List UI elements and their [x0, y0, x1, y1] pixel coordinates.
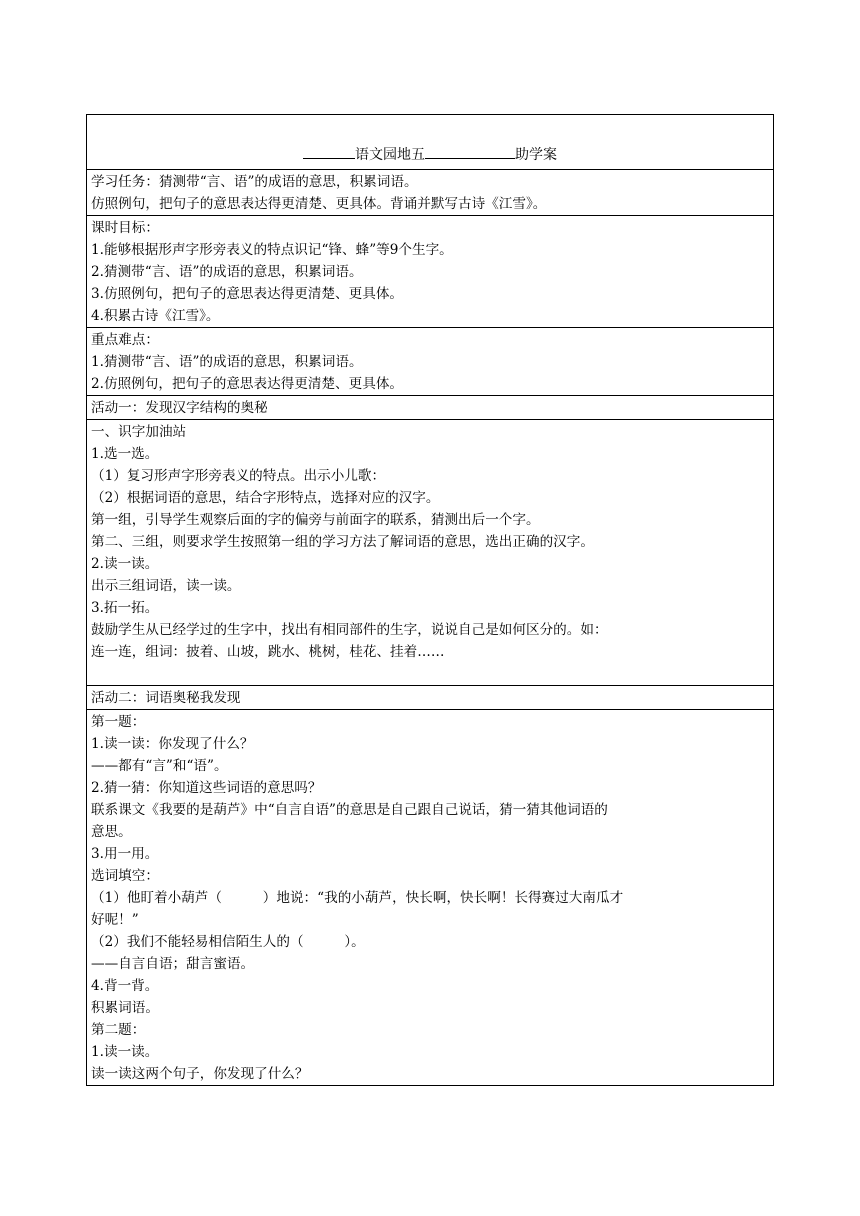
activity1-content	[87, 419, 773, 685]
activity2-line: 第一题：	[91, 714, 146, 730]
activity2-line: 积累词语。	[91, 1000, 159, 1016]
activity2-line: 意思。	[91, 824, 132, 840]
key-points-heading: 重点难点：	[91, 332, 159, 348]
activity2-line: 好呢！”	[91, 912, 139, 928]
activity1-line: 3.拓一拓。	[91, 600, 159, 616]
activity2-line: ——自言自语；甜言蜜语。	[91, 956, 255, 972]
activity1-heading: 活动一：发现汉字结构的奥秘	[91, 400, 268, 416]
activity2-line: 2.猜一猜：你知道这些词语的意思吗？	[91, 780, 322, 796]
title-suffix: 助学案	[515, 147, 557, 163]
goals-heading: 课时目标：	[91, 220, 159, 236]
activity2-line: ——都有“言”和“语”。	[91, 758, 228, 774]
activity2-line: 第二题：	[91, 1022, 146, 1038]
activity1-line: 第一组，引导学生观察后面的字的偏旁与前面字的联系，猜测出后一个字。	[91, 512, 540, 528]
lesson-goals-section	[87, 215, 773, 327]
activity2-line: 3.用一用。	[91, 846, 159, 862]
title-row	[87, 115, 773, 169]
activity1-heading-row	[87, 395, 773, 419]
activity1-line: 鼓励学生从已经学过的生字中，找出有相同部件的生字，说说自己是如何区分的。如：	[91, 622, 608, 638]
page-title	[87, 142, 773, 164]
activity2-heading: 活动二：词语奥秘我发现	[91, 690, 241, 706]
task-line: 仿照例句，把句子的意思表达得更清楚、更具体。背诵并默写古诗《江雪》。	[91, 196, 547, 212]
goal-line: 1.能够根据形声字形旁表义的特点识记“锋、蜂”等9个生字。	[91, 242, 453, 258]
goal-line: 4.积累古诗《江雪》。	[91, 308, 220, 324]
title-main: 语文园地五	[355, 147, 425, 163]
activity1-line: （1）复习形声字形旁表义的特点。出示小儿歌：	[91, 468, 386, 484]
activity2-line: （1）他盯着小葫芦（ ）地说：“我的小葫芦，快长啊，快长啊！长得赛过大南瓜才	[91, 890, 624, 906]
activity1-line: 出示三组词语，读一读。	[91, 578, 241, 594]
activity2-line: 1.读一读。	[91, 1044, 159, 1060]
activity2-line: 读一读这两个句子，你发现了什么？	[91, 1066, 309, 1082]
activity2-line: 联系课文《我要的是葫芦》中“自言自语”的意思是自己跟自己说话，猜一猜其他词语的	[91, 802, 608, 818]
activity1-line: 一、识字加油站	[91, 424, 187, 440]
blank-space	[91, 663, 769, 685]
activity1-line: 1.选一选。	[91, 446, 159, 462]
activity2-line: 选词填空：	[91, 868, 159, 884]
key-points-section	[87, 327, 773, 395]
activity2-heading-row	[87, 685, 773, 709]
key-point-line: 2.仿照例句，把句子的意思表达得更清楚、更具体。	[91, 376, 404, 392]
learning-tasks-section	[87, 169, 773, 215]
activity2-line: 1.读一读：你发现了什么？	[91, 736, 254, 752]
activity1-line: （2）根据词语的意思，结合字形特点，选择对应的汉字。	[91, 490, 440, 506]
goal-line: 2.猜测带“言、语”的成语的意思，积累词语。	[91, 264, 363, 280]
title-blank-right	[425, 142, 515, 159]
activity1-line: 第二、三组，则要求学生按照第一组的学习方法了解词语的意思，选出正确的汉字。	[91, 534, 594, 550]
title-blank-left	[303, 142, 355, 159]
activity2-line: 4.背一背。	[91, 978, 159, 994]
goal-line: 3.仿照例句，把句子的意思表达得更清楚、更具体。	[91, 286, 404, 302]
activity1-line: 连一连，组词：披着、山坡，跳水、桃树，桂花、挂着……	[91, 644, 445, 660]
activity1-line: 2.读一读。	[91, 556, 159, 572]
activity2-line: （2）我们不能轻易相信陌生人的（ ）。	[91, 934, 365, 950]
activity2-content	[87, 709, 773, 1085]
key-point-line: 1.猜测带“言、语”的成语的意思，积累词语。	[91, 354, 363, 370]
task-line: 学习任务：猜测带“言、语”的成语的意思，积累词语。	[91, 174, 418, 190]
study-guide-table	[86, 114, 774, 1086]
